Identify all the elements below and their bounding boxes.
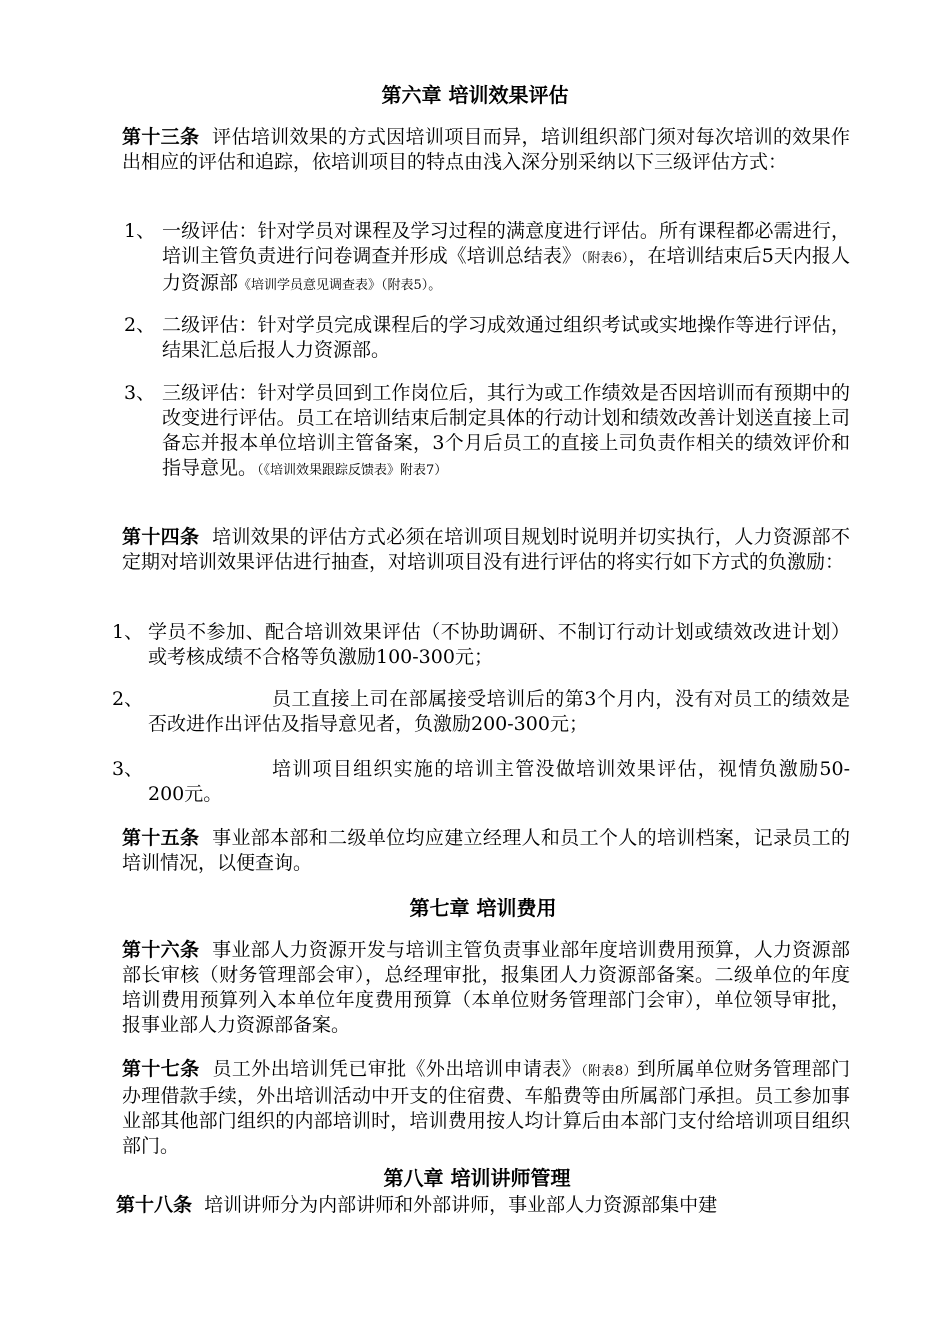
chapter7-heading: 第七章 培训费用	[409, 896, 557, 920]
penalty3-number: 3、	[112, 758, 144, 780]
chapter6-heading: 第六章 培训效果评估	[381, 83, 569, 107]
article18	[116, 1193, 856, 1218]
article16-label: 第十六条	[122, 939, 200, 961]
article13-label: 第十三条	[122, 126, 200, 148]
penalty2-number: 2、	[112, 688, 144, 710]
article13-text: 评估培训效果的方式因培训项目而异，培训组织部门须对每次培训的效果作出相应的评估和追踪，依培训项目的特点由浅入深分别采纳以下三级评估方式：	[122, 126, 850, 173]
article17-text2: 到所属单位财务管理部门办理借款手续，外出培训活动中开支的住宿费、车船费等由所属部门承担。员工参加事业部其他部门组织的内部培训时，培训费用按人均计算后由本部门支付给培训项目组织部门。	[122, 1058, 850, 1157]
article17-note: （附表8）	[581, 1064, 637, 1079]
article15	[122, 826, 850, 876]
level1-body: 一级评估：针对学员对课程及学习过程的满意度进行评估。所有课程都必需进行，培训主管负责进行问卷调查并形成《培训总结表》	[162, 220, 850, 267]
article17-text: 员工外出培训凭已审批《外出培训申请表》	[212, 1058, 582, 1080]
article15-text: 事业部本部和二级单位均应建立经理人和员工个人的培训档案，记录员工的培训情况，以便查询。	[122, 827, 850, 874]
article14-label: 第十四条	[122, 526, 200, 548]
level3-body: 三级评估：针对学员回到工作岗位后，其行为或工作绩效是否因培训而有预期中的改变进行评估。员工在培训结束后制定具体的行动计划和绩效改善计划送直接上司备忘并报本单位培训主管备案，3个月后员工的直接上司负责作相关的绩效评价和指导意见。	[162, 382, 850, 479]
level1-text	[162, 219, 850, 298]
level3-text	[162, 381, 850, 483]
penalty1-text: 学员不参加、配合培训效果评估（不协助调研、不制订行动计划或绩效改进计划）或考核成绩不合格等负激励100-300元；	[148, 621, 850, 668]
level2-number: 2、	[124, 314, 156, 336]
level2-text: 二级评估：针对学员完成课程后的学习成效通过组织考试或实地操作等进行评估，结果汇总后报人力资源部。	[162, 314, 850, 361]
article17-label: 第十七条	[122, 1058, 200, 1080]
level1-body2: ，在培训结束后5天内报人力资源部	[162, 245, 850, 294]
level1-note2: 《培训学员意见调查表》（附表5）。	[238, 278, 442, 293]
penalty3-text: 培训项目组织实施的培训主管没做培训效果评估，视情负激励50-200元。	[148, 758, 850, 805]
level3-number: 3、	[124, 382, 156, 404]
article18-label: 第十八条	[116, 1194, 193, 1216]
level1-number: 1、	[124, 220, 156, 242]
article17	[122, 1057, 850, 1159]
article14-text: 培训效果的评估方式必须在培训项目规划时说明并切实执行，人力资源部不定期对培训效果评估进行抽查，对培训项目没有进行评估的将实行如下方式的负激励：	[122, 526, 850, 573]
penalty1-number: 1、	[112, 621, 144, 643]
article14	[122, 525, 850, 575]
level1-note1: （附表6）	[580, 251, 629, 266]
article16	[122, 938, 850, 1038]
article15-label: 第十五条	[122, 827, 200, 849]
level3-note1: （《培训效果跟踪反馈表》附表7）	[257, 463, 448, 478]
article18-text: 培训讲师分为内部讲师和外部讲师，事业部人力资源部集中建	[204, 1194, 718, 1216]
article13	[122, 125, 850, 175]
chapter8-heading: 第八章 培训讲师管理	[383, 1166, 571, 1190]
penalty2-text: 员工直接上司在部属接受培训后的第3个月内，没有对员工的绩效是否改进作出评估及指导意见者，负激励200-300元；	[148, 688, 850, 735]
article16-text: 事业部人力资源开发与培训主管负责事业部年度培训费用预算，人力资源部部长审核（财务管理部会审），总经理审批，报集团人力资源部备案。二级单位的年度培训费用预算列入本单位年度费用预算（本单位财务管理部门会审），单位领导审批，报事业部人力资源部备案。	[122, 939, 850, 1036]
